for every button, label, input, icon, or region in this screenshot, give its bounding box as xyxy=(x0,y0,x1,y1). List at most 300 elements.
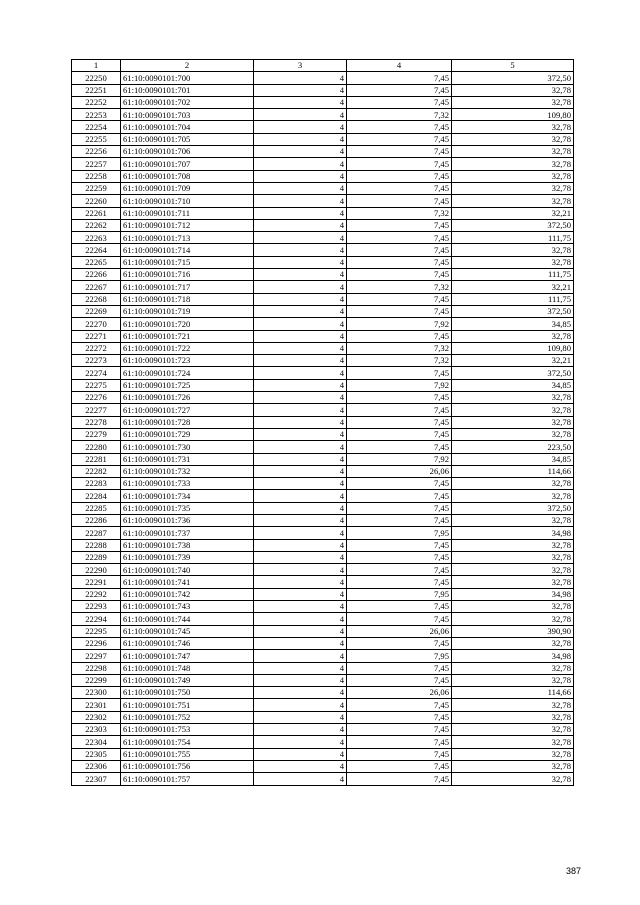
row-number-cell: 22280 xyxy=(72,441,121,453)
cadastral-number-cell: 61:10:0090101:750 xyxy=(121,687,254,699)
cadastral-number-cell: 61:10:0090101:721 xyxy=(121,330,254,342)
col5-cell: 114,66 xyxy=(452,687,574,699)
row-number-cell: 22300 xyxy=(72,687,121,699)
col3-cell: 4 xyxy=(254,72,347,84)
col4-cell: 7,45 xyxy=(347,564,452,576)
table-row xyxy=(72,650,574,662)
column-header-5: 5 xyxy=(452,60,574,72)
col5-cell: 32,78 xyxy=(452,195,574,207)
col4-cell: 7,45 xyxy=(347,724,452,736)
col5-cell: 32,78 xyxy=(452,416,574,428)
col4-cell: 7,45 xyxy=(347,736,452,748)
cadastral-number-cell: 61:10:0090101:715 xyxy=(121,256,254,268)
cadastral-number-cell: 61:10:0090101:753 xyxy=(121,724,254,736)
table-row xyxy=(72,232,574,244)
col3-cell: 4 xyxy=(254,269,347,281)
table-row xyxy=(72,330,574,342)
col3-cell: 4 xyxy=(254,232,347,244)
col3-cell: 4 xyxy=(254,674,347,686)
cadastral-number-cell: 61:10:0090101:743 xyxy=(121,601,254,613)
row-number-cell: 22264 xyxy=(72,244,121,256)
col5-cell: 32,78 xyxy=(452,133,574,145)
cadastral-number-cell: 61:10:0090101:748 xyxy=(121,662,254,674)
col3-cell: 4 xyxy=(254,355,347,367)
col4-cell: 7,45 xyxy=(347,539,452,551)
row-number-cell: 22252 xyxy=(72,96,121,108)
table-row xyxy=(72,96,574,108)
table-row xyxy=(72,601,574,613)
row-number-cell: 22254 xyxy=(72,121,121,133)
col3-cell: 4 xyxy=(254,773,347,785)
col4-cell: 7,45 xyxy=(347,72,452,84)
col4-cell: 7,92 xyxy=(347,318,452,330)
row-number-cell: 22296 xyxy=(72,637,121,649)
col3-cell: 4 xyxy=(254,318,347,330)
col5-cell: 390,90 xyxy=(452,625,574,637)
cadastral-number-cell: 61:10:0090101:710 xyxy=(121,195,254,207)
table-row xyxy=(72,539,574,551)
col5-cell: 32,78 xyxy=(452,724,574,736)
cadastral-number-cell: 61:10:0090101:737 xyxy=(121,527,254,539)
col5-cell: 111,75 xyxy=(452,269,574,281)
row-number-cell: 22259 xyxy=(72,182,121,194)
table-row xyxy=(72,674,574,686)
col3-cell: 4 xyxy=(254,404,347,416)
row-number-cell: 22282 xyxy=(72,465,121,477)
row-number-cell: 22284 xyxy=(72,490,121,502)
table-row xyxy=(72,84,574,96)
col5-cell: 32,78 xyxy=(452,760,574,772)
col4-cell: 7,95 xyxy=(347,588,452,600)
table-row xyxy=(72,72,574,84)
col4-cell: 7,92 xyxy=(347,453,452,465)
cadastral-number-cell: 61:10:0090101:712 xyxy=(121,219,254,231)
cadastral-number-cell: 61:10:0090101:735 xyxy=(121,502,254,514)
table-row xyxy=(72,293,574,305)
col3-cell: 4 xyxy=(254,478,347,490)
col5-cell: 111,75 xyxy=(452,232,574,244)
col3-cell: 4 xyxy=(254,158,347,170)
row-number-cell: 22253 xyxy=(72,109,121,121)
col4-cell: 7,92 xyxy=(347,379,452,391)
cadastral-number-cell: 61:10:0090101:724 xyxy=(121,367,254,379)
col3-cell: 4 xyxy=(254,281,347,293)
cadastral-number-cell: 61:10:0090101:718 xyxy=(121,293,254,305)
row-number-cell: 22299 xyxy=(72,674,121,686)
table-row xyxy=(72,527,574,539)
cadastral-number-cell: 61:10:0090101:747 xyxy=(121,650,254,662)
col5-cell: 32,78 xyxy=(452,330,574,342)
row-number-cell: 22288 xyxy=(72,539,121,551)
col3-cell: 4 xyxy=(254,392,347,404)
col4-cell: 7,45 xyxy=(347,170,452,182)
col4-cell: 26,06 xyxy=(347,465,452,477)
table-row xyxy=(72,158,574,170)
table-row xyxy=(72,133,574,145)
col5-cell: 32,78 xyxy=(452,256,574,268)
col4-cell: 7,32 xyxy=(347,207,452,219)
row-number-cell: 22261 xyxy=(72,207,121,219)
cadastral-number-cell: 61:10:0090101:734 xyxy=(121,490,254,502)
col3-cell: 4 xyxy=(254,748,347,760)
col5-cell: 32,21 xyxy=(452,281,574,293)
row-number-cell: 22276 xyxy=(72,392,121,404)
col5-cell: 32,78 xyxy=(452,748,574,760)
col5-cell: 32,78 xyxy=(452,576,574,588)
table-row xyxy=(72,109,574,121)
table-row xyxy=(72,318,574,330)
col3-cell: 4 xyxy=(254,244,347,256)
row-number-cell: 22277 xyxy=(72,404,121,416)
table-row xyxy=(72,699,574,711)
col4-cell: 7,45 xyxy=(347,416,452,428)
header-row xyxy=(72,60,574,72)
col4-cell: 7,45 xyxy=(347,256,452,268)
table-row xyxy=(72,305,574,317)
col5-cell: 32,78 xyxy=(452,121,574,133)
col5-cell: 32,21 xyxy=(452,355,574,367)
col3-cell: 4 xyxy=(254,133,347,145)
row-number-cell: 22290 xyxy=(72,564,121,576)
cadastral-number-cell: 61:10:0090101:727 xyxy=(121,404,254,416)
table-row xyxy=(72,342,574,354)
col3-cell: 4 xyxy=(254,613,347,625)
col5-cell: 34,85 xyxy=(452,379,574,391)
column-header-3: 3 xyxy=(254,60,347,72)
col3-cell: 4 xyxy=(254,330,347,342)
col5-cell: 32,78 xyxy=(452,539,574,551)
col4-cell: 7,45 xyxy=(347,158,452,170)
col3-cell: 4 xyxy=(254,170,347,182)
col5-cell: 372,50 xyxy=(452,72,574,84)
col4-cell: 7,45 xyxy=(347,601,452,613)
table-row xyxy=(72,490,574,502)
table-row xyxy=(72,748,574,760)
col4-cell: 7,45 xyxy=(347,269,452,281)
row-number-cell: 22256 xyxy=(72,146,121,158)
col5-cell: 34,85 xyxy=(452,318,574,330)
col4-cell: 7,32 xyxy=(347,342,452,354)
col3-cell: 4 xyxy=(254,367,347,379)
col5-cell: 32,78 xyxy=(452,711,574,723)
col3-cell: 4 xyxy=(254,711,347,723)
col4-cell: 7,45 xyxy=(347,146,452,158)
cadastral-number-cell: 61:10:0090101:706 xyxy=(121,146,254,158)
col3-cell: 4 xyxy=(254,687,347,699)
col5-cell: 32,21 xyxy=(452,207,574,219)
col4-cell: 7,45 xyxy=(347,133,452,145)
cadastral-number-cell: 61:10:0090101:725 xyxy=(121,379,254,391)
row-number-cell: 22267 xyxy=(72,281,121,293)
col5-cell: 32,78 xyxy=(452,637,574,649)
col5-cell: 32,78 xyxy=(452,478,574,490)
col5-cell: 32,78 xyxy=(452,662,574,674)
row-number-cell: 22281 xyxy=(72,453,121,465)
col3-cell: 4 xyxy=(254,219,347,231)
table-row xyxy=(72,256,574,268)
col5-cell: 32,78 xyxy=(452,96,574,108)
col3-cell: 4 xyxy=(254,637,347,649)
cadastral-number-cell: 61:10:0090101:736 xyxy=(121,514,254,526)
row-number-cell: 22255 xyxy=(72,133,121,145)
col3-cell: 4 xyxy=(254,96,347,108)
col3-cell: 4 xyxy=(254,182,347,194)
col4-cell: 7,45 xyxy=(347,748,452,760)
col5-cell: 32,78 xyxy=(452,674,574,686)
col5-cell: 111,75 xyxy=(452,293,574,305)
cadastral-number-cell: 61:10:0090101:707 xyxy=(121,158,254,170)
cadastral-number-cell: 61:10:0090101:741 xyxy=(121,576,254,588)
row-number-cell: 22287 xyxy=(72,527,121,539)
cadastral-number-cell: 61:10:0090101:702 xyxy=(121,96,254,108)
col4-cell: 7,45 xyxy=(347,699,452,711)
cadastral-number-cell: 61:10:0090101:740 xyxy=(121,564,254,576)
col3-cell: 4 xyxy=(254,490,347,502)
table-row xyxy=(72,379,574,391)
col3-cell: 4 xyxy=(254,453,347,465)
col4-cell: 7,45 xyxy=(347,404,452,416)
column-header-2: 2 xyxy=(121,60,254,72)
col3-cell: 4 xyxy=(254,207,347,219)
col5-cell: 372,50 xyxy=(452,305,574,317)
col3-cell: 4 xyxy=(254,84,347,96)
col5-cell: 32,78 xyxy=(452,182,574,194)
table-row xyxy=(72,478,574,490)
table-row xyxy=(72,195,574,207)
row-number-cell: 22272 xyxy=(72,342,121,354)
row-number-cell: 22271 xyxy=(72,330,121,342)
col4-cell: 7,45 xyxy=(347,305,452,317)
row-number-cell: 22283 xyxy=(72,478,121,490)
col4-cell: 7,45 xyxy=(347,711,452,723)
col4-cell: 7,45 xyxy=(347,392,452,404)
row-number-cell: 22294 xyxy=(72,613,121,625)
row-number-cell: 22265 xyxy=(72,256,121,268)
col5-cell: 32,78 xyxy=(452,601,574,613)
col3-cell: 4 xyxy=(254,576,347,588)
col3-cell: 4 xyxy=(254,342,347,354)
row-number-cell: 22305 xyxy=(72,748,121,760)
col3-cell: 4 xyxy=(254,625,347,637)
table-row xyxy=(72,625,574,637)
row-number-cell: 22251 xyxy=(72,84,121,96)
col5-cell: 32,78 xyxy=(452,146,574,158)
col4-cell: 7,32 xyxy=(347,109,452,121)
table-row xyxy=(72,724,574,736)
cadastral-number-cell: 61:10:0090101:720 xyxy=(121,318,254,330)
table-row xyxy=(72,281,574,293)
col5-cell: 32,78 xyxy=(452,392,574,404)
row-number-cell: 22303 xyxy=(72,724,121,736)
column-header-1: 1 xyxy=(72,60,121,72)
table-row xyxy=(72,564,574,576)
col4-cell: 7,45 xyxy=(347,84,452,96)
col5-cell: 32,78 xyxy=(452,514,574,526)
col5-cell: 32,78 xyxy=(452,244,574,256)
row-number-cell: 22269 xyxy=(72,305,121,317)
table-row xyxy=(72,711,574,723)
col5-cell: 34,98 xyxy=(452,588,574,600)
cadastral-number-cell: 61:10:0090101:744 xyxy=(121,613,254,625)
cadastral-number-cell: 61:10:0090101:755 xyxy=(121,748,254,760)
col3-cell: 4 xyxy=(254,601,347,613)
cadastral-number-cell: 61:10:0090101:751 xyxy=(121,699,254,711)
row-number-cell: 22295 xyxy=(72,625,121,637)
col3-cell: 4 xyxy=(254,514,347,526)
cadastral-number-cell: 61:10:0090101:733 xyxy=(121,478,254,490)
row-number-cell: 22292 xyxy=(72,588,121,600)
table-header xyxy=(72,60,574,72)
col4-cell: 26,06 xyxy=(347,625,452,637)
cadastral-number-cell: 61:10:0090101:738 xyxy=(121,539,254,551)
row-number-cell: 22273 xyxy=(72,355,121,367)
col4-cell: 7,45 xyxy=(347,637,452,649)
col5-cell: 32,78 xyxy=(452,564,574,576)
cadastral-number-cell: 61:10:0090101:719 xyxy=(121,305,254,317)
col4-cell: 7,45 xyxy=(347,330,452,342)
col5-cell: 32,78 xyxy=(452,404,574,416)
table-row xyxy=(72,736,574,748)
cadastral-number-cell: 61:10:0090101:754 xyxy=(121,736,254,748)
row-number-cell: 22266 xyxy=(72,269,121,281)
col5-cell: 32,78 xyxy=(452,613,574,625)
table-row xyxy=(72,355,574,367)
col3-cell: 4 xyxy=(254,724,347,736)
col3-cell: 4 xyxy=(254,527,347,539)
col3-cell: 4 xyxy=(254,109,347,121)
row-number-cell: 22260 xyxy=(72,195,121,207)
cadastral-number-cell: 61:10:0090101:726 xyxy=(121,392,254,404)
row-number-cell: 22275 xyxy=(72,379,121,391)
table-row xyxy=(72,170,574,182)
col3-cell: 4 xyxy=(254,760,347,772)
table-body xyxy=(72,72,574,785)
cadastral-number-cell: 61:10:0090101:708 xyxy=(121,170,254,182)
col5-cell: 372,50 xyxy=(452,219,574,231)
table-row xyxy=(72,773,574,785)
col3-cell: 4 xyxy=(254,650,347,662)
table-row xyxy=(72,269,574,281)
col5-cell: 34,85 xyxy=(452,453,574,465)
col3-cell: 4 xyxy=(254,539,347,551)
table-row xyxy=(72,576,574,588)
col3-cell: 4 xyxy=(254,256,347,268)
col3-cell: 4 xyxy=(254,146,347,158)
col3-cell: 4 xyxy=(254,588,347,600)
col4-cell: 7,45 xyxy=(347,773,452,785)
cadastral-number-cell: 61:10:0090101:731 xyxy=(121,453,254,465)
cadastral-number-cell: 61:10:0090101:713 xyxy=(121,232,254,244)
row-number-cell: 22304 xyxy=(72,736,121,748)
col5-cell: 34,98 xyxy=(452,650,574,662)
col5-cell: 32,78 xyxy=(452,551,574,563)
cadastral-number-cell: 61:10:0090101:756 xyxy=(121,760,254,772)
col3-cell: 4 xyxy=(254,379,347,391)
col4-cell: 7,32 xyxy=(347,281,452,293)
table-row xyxy=(72,514,574,526)
table-row xyxy=(72,687,574,699)
col3-cell: 4 xyxy=(254,662,347,674)
col3-cell: 4 xyxy=(254,441,347,453)
col5-cell: 372,50 xyxy=(452,502,574,514)
cadastral-number-cell: 61:10:0090101:716 xyxy=(121,269,254,281)
cadastral-number-cell: 61:10:0090101:745 xyxy=(121,625,254,637)
table-row xyxy=(72,441,574,453)
col4-cell: 7,45 xyxy=(347,428,452,440)
table-row xyxy=(72,465,574,477)
row-number-cell: 22257 xyxy=(72,158,121,170)
col4-cell: 7,45 xyxy=(347,662,452,674)
col3-cell: 4 xyxy=(254,564,347,576)
col4-cell: 7,45 xyxy=(347,293,452,305)
col5-cell: 32,78 xyxy=(452,736,574,748)
cadastral-number-cell: 61:10:0090101:752 xyxy=(121,711,254,723)
table-row xyxy=(72,207,574,219)
table-row xyxy=(72,613,574,625)
table-row xyxy=(72,219,574,231)
col5-cell: 223,50 xyxy=(452,441,574,453)
col5-cell: 109,80 xyxy=(452,342,574,354)
cadastral-number-cell: 61:10:0090101:730 xyxy=(121,441,254,453)
row-number-cell: 22262 xyxy=(72,219,121,231)
col4-cell: 26,06 xyxy=(347,687,452,699)
cadastral-number-cell: 61:10:0090101:757 xyxy=(121,773,254,785)
col3-cell: 4 xyxy=(254,736,347,748)
col5-cell: 32,78 xyxy=(452,490,574,502)
col5-cell: 32,78 xyxy=(452,170,574,182)
col4-cell: 7,45 xyxy=(347,182,452,194)
cadastral-number-cell: 61:10:0090101:729 xyxy=(121,428,254,440)
col5-cell: 109,80 xyxy=(452,109,574,121)
cadastral-number-cell: 61:10:0090101:701 xyxy=(121,84,254,96)
row-number-cell: 22285 xyxy=(72,502,121,514)
row-number-cell: 22306 xyxy=(72,760,121,772)
table-row xyxy=(72,662,574,674)
cadastral-number-cell: 61:10:0090101:742 xyxy=(121,588,254,600)
col5-cell: 32,78 xyxy=(452,428,574,440)
col4-cell: 7,95 xyxy=(347,527,452,539)
table-row xyxy=(72,551,574,563)
row-number-cell: 22302 xyxy=(72,711,121,723)
row-number-cell: 22297 xyxy=(72,650,121,662)
row-number-cell: 22250 xyxy=(72,72,121,84)
cadastral-number-cell: 61:10:0090101:728 xyxy=(121,416,254,428)
row-number-cell: 22278 xyxy=(72,416,121,428)
cadastral-number-cell: 61:10:0090101:749 xyxy=(121,674,254,686)
col3-cell: 4 xyxy=(254,551,347,563)
cadastral-number-cell: 61:10:0090101:703 xyxy=(121,109,254,121)
row-number-cell: 22279 xyxy=(72,428,121,440)
col5-cell: 32,78 xyxy=(452,158,574,170)
col3-cell: 4 xyxy=(254,293,347,305)
col3-cell: 4 xyxy=(254,699,347,711)
cadastral-number-cell: 61:10:0090101:704 xyxy=(121,121,254,133)
row-number-cell: 22270 xyxy=(72,318,121,330)
col4-cell: 7,45 xyxy=(347,490,452,502)
row-number-cell: 22301 xyxy=(72,699,121,711)
table-row xyxy=(72,367,574,379)
col4-cell: 7,45 xyxy=(347,478,452,490)
col4-cell: 7,45 xyxy=(347,502,452,514)
col4-cell: 7,45 xyxy=(347,576,452,588)
column-header-4: 4 xyxy=(347,60,452,72)
col3-cell: 4 xyxy=(254,502,347,514)
col4-cell: 7,45 xyxy=(347,613,452,625)
table-row xyxy=(72,637,574,649)
cadastral-number-cell: 61:10:0090101:732 xyxy=(121,465,254,477)
cadastral-number-cell: 61:10:0090101:739 xyxy=(121,551,254,563)
row-number-cell: 22298 xyxy=(72,662,121,674)
